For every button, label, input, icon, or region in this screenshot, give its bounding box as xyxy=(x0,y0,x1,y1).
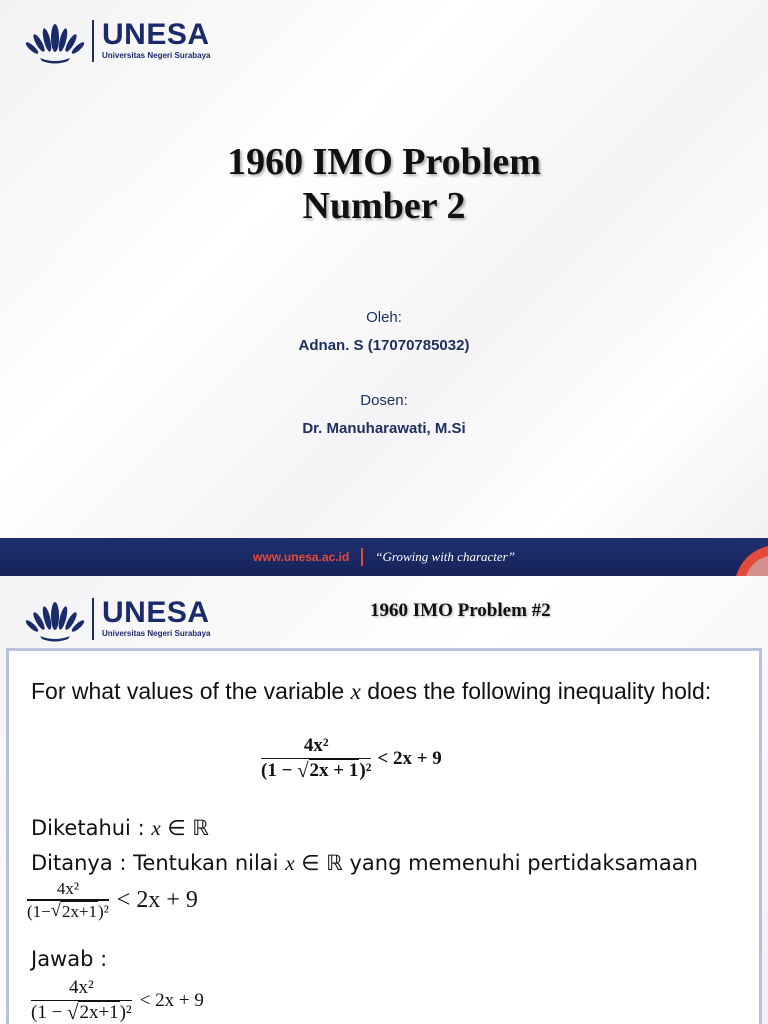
den-pre: (1 − xyxy=(31,1002,68,1024)
main-inequality xyxy=(261,735,442,784)
question-text xyxy=(31,677,751,706)
corner-accent-icon xyxy=(718,538,768,576)
author-name: Adnan. S (17070785032) xyxy=(298,337,470,354)
ditanya-inequality xyxy=(27,879,198,923)
ditanya-fraction xyxy=(27,879,109,923)
ditanya-variable: x xyxy=(285,851,295,875)
diketahui-set: ∈ ℝ xyxy=(160,816,209,840)
unesa-emblem-icon xyxy=(24,18,86,64)
fraction-denominator xyxy=(27,901,109,923)
fraction-numerator: 4x² xyxy=(303,735,329,756)
footer-divider xyxy=(361,548,363,566)
unesa-logo xyxy=(24,18,211,64)
fraction-denominator xyxy=(261,759,371,784)
diketahui-line xyxy=(31,816,209,841)
ditanya-line xyxy=(31,851,698,876)
content-box xyxy=(6,648,762,1024)
sqrt: √ 2x+1 xyxy=(50,899,98,921)
title-line-1: 1960 IMO Problem xyxy=(227,141,541,183)
sqrt: √ 2x+1 xyxy=(67,999,119,1024)
jawab-inequality xyxy=(31,977,204,1024)
unesa-logo-small xyxy=(24,596,211,642)
inequality-rhs: < 2x + 9 xyxy=(377,748,442,770)
logo-name: UNESA xyxy=(102,596,210,629)
main-fraction xyxy=(261,735,371,784)
inequality-rhs: < 2x + 9 xyxy=(139,990,204,1012)
lecturer-name: Dr. Manuharawati, M.Si xyxy=(302,420,466,437)
problem-slide xyxy=(0,576,768,1024)
logo-name: UNESA xyxy=(102,18,210,51)
footer-tagline: “Growing with character” xyxy=(375,549,515,564)
unesa-emblem-icon xyxy=(24,596,86,642)
fraction-denominator xyxy=(31,1001,132,1024)
dosen-label: Dosen: xyxy=(360,392,408,409)
fraction-numerator: 4x² xyxy=(68,977,94,998)
slide-title xyxy=(0,140,768,228)
sqrt: √ 2x + 1 xyxy=(297,757,359,782)
diketahui-label: Diketahui : xyxy=(31,816,152,840)
radicand: 2x + 1 xyxy=(309,760,359,782)
logo-subtitle: Universitas Negeri Surabaya xyxy=(102,629,211,638)
inequality-rhs: < 2x + 9 xyxy=(116,887,198,914)
ditanya-label: Ditanya : Tentukan nilai xyxy=(31,851,286,875)
jawab-fraction xyxy=(31,977,132,1024)
logo-divider xyxy=(92,20,94,62)
den-pre: (1 − xyxy=(261,760,298,782)
title-line-2: Number 2 xyxy=(302,185,466,227)
question-variable: x xyxy=(350,679,361,704)
fraction-numerator: 4x² xyxy=(56,879,79,898)
ditanya-rest: ∈ ℝ yang memenuhi pertidaksamaan xyxy=(294,851,698,875)
diketahui-variable: x xyxy=(151,816,161,840)
den-post: )² xyxy=(98,901,109,921)
logo-subtitle: Universitas Negeri Surabaya xyxy=(102,51,211,60)
problem-title: 1960 IMO Problem #2 xyxy=(370,600,551,621)
den-post: )² xyxy=(119,1002,132,1024)
footer-banner xyxy=(0,538,768,576)
question-pre: For what values of the variable xyxy=(31,678,351,704)
logo-divider xyxy=(92,598,94,640)
footer-url-link[interactable]: www.unesa.ac.id xyxy=(253,550,350,564)
den-pre: (1− xyxy=(27,901,51,921)
den-post: )² xyxy=(359,760,372,782)
jawab-label: Jawab : xyxy=(31,947,108,971)
radicand: 2x+1 xyxy=(79,1002,119,1024)
radicand: 2x+1 xyxy=(61,901,98,921)
oleh-label: Oleh: xyxy=(366,309,402,326)
question-post: does the following inequality hold: xyxy=(360,678,712,704)
